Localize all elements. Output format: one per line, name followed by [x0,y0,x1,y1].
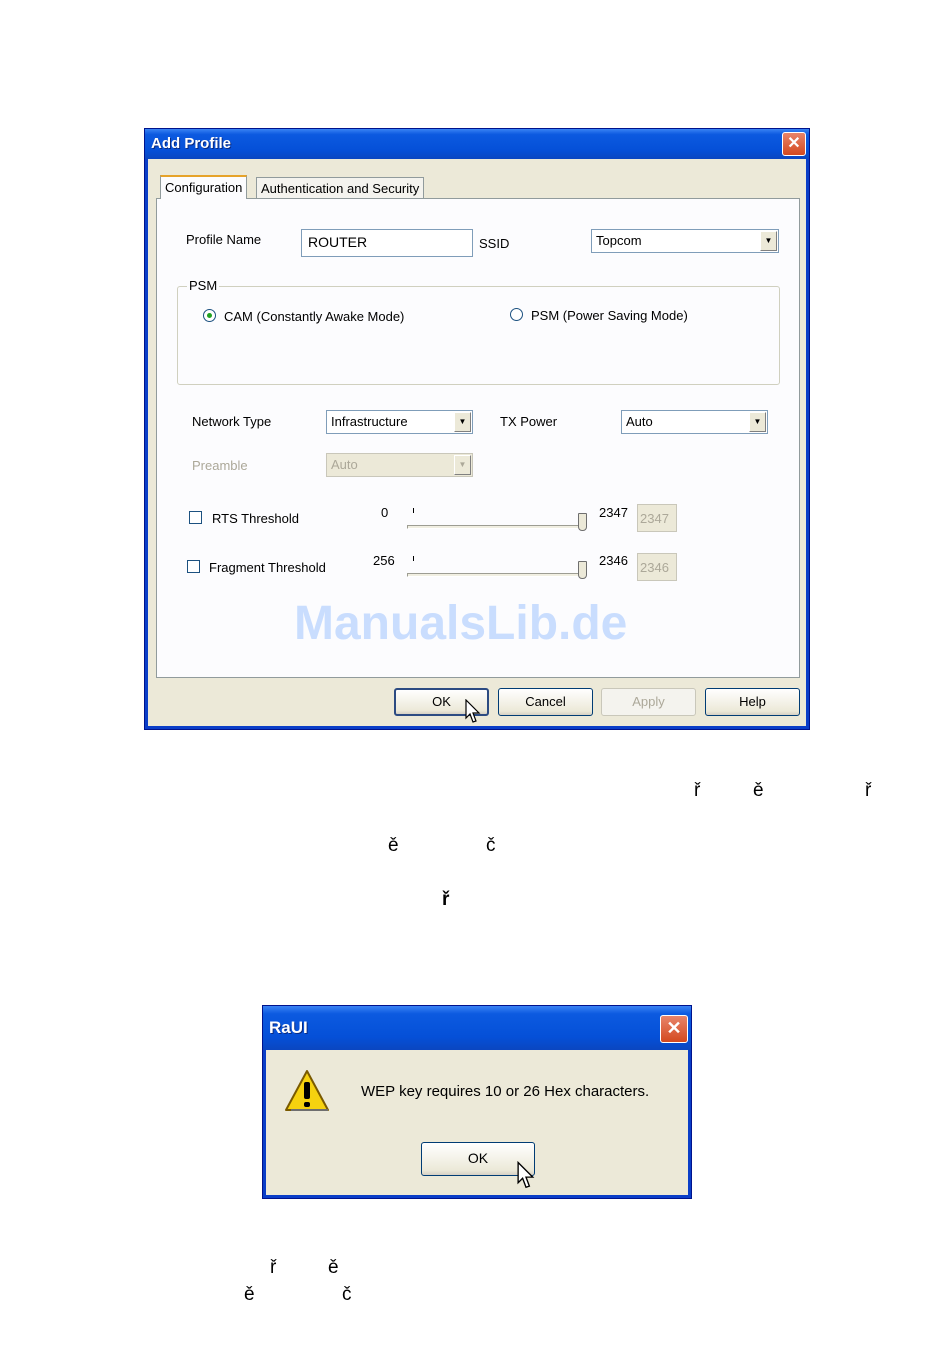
tab-authentication-label: Authentication and Security [261,181,420,196]
fragment-min-label: 256 [373,553,395,568]
raui-ok-button[interactable]: OK [421,1142,535,1176]
psm-radio[interactable] [510,308,523,321]
fragment-threshold-checkbox[interactable] [187,560,200,573]
rts-threshold-checkbox[interactable] [189,511,202,524]
tx-power-select[interactable] [621,410,768,434]
rts-threshold-label[interactable]: RTS Threshold [212,511,299,526]
network-type-select[interactable] [326,410,473,434]
body-text-char: ě [328,1257,339,1278]
body-text-char: č [342,1284,352,1305]
body-text-char: ř [694,780,701,801]
raui-title-bar[interactable] [263,1006,691,1050]
mouse-cursor-icon [517,1161,535,1191]
tab-configuration-label: Configuration [165,180,243,195]
body-text-char: ř [865,780,872,801]
body-text-char-bold: ř [442,889,450,910]
chevron-down-icon: ▼ [454,455,471,475]
close-button[interactable]: ✕ [782,132,806,156]
profile-name-label: Profile Name [186,232,262,247]
psm-groupbox [177,286,780,385]
rts-value-field: 2347 [637,504,677,532]
raui-messagebox [262,1005,692,1199]
window-title: Add Profile [151,135,232,152]
rts-max-label: 2347 [599,505,628,520]
profile-name-input[interactable]: ROUTER [301,229,473,257]
ssid-label: SSID [479,236,510,251]
mouse-cursor-icon [465,699,481,725]
ssid-value: Topcom [596,233,642,248]
ssid-select[interactable] [591,229,779,253]
preamble-label: Preamble [192,458,248,473]
fragment-threshold-label[interactable]: Fragment Threshold [209,560,326,575]
rts-slider-track[interactable] [407,525,583,529]
fragment-slider-track[interactable] [407,573,583,577]
dialog-client-area [148,159,806,726]
chevron-down-icon[interactable]: ▼ [749,412,766,432]
body-text-char: ě [244,1284,255,1305]
network-type-value: Infrastructure [331,414,408,429]
cancel-button[interactable]: Cancel [498,688,593,716]
tab-configuration[interactable] [160,175,247,199]
tx-power-value: Auto [626,414,653,429]
title-bar[interactable] [145,129,809,159]
cam-radio-label[interactable]: CAM (Constantly Awake Mode) [224,309,405,324]
fragment-slider-tick [413,556,414,561]
psm-radio-label[interactable]: PSM (Power Saving Mode) [531,308,688,323]
watermark-text: ManualsLib.de [294,597,628,650]
raui-client-area [266,1050,688,1195]
fragment-value-field: 2346 [637,553,677,581]
tx-power-label: TX Power [500,414,558,429]
ok-button[interactable]: OK [394,688,489,716]
rts-slider-thumb[interactable] [578,513,587,531]
psm-group-label: PSM [189,278,218,293]
tab-authentication-security[interactable] [256,177,424,199]
preamble-select [326,453,473,477]
help-button[interactable]: Help [705,688,800,716]
network-type-label: Network Type [192,414,272,429]
chevron-down-icon[interactable]: ▼ [760,231,777,251]
apply-button: Apply [601,688,696,716]
fragment-max-label: 2346 [599,553,628,568]
close-button[interactable]: ✕ [660,1015,688,1043]
raui-message: WEP key requires 10 or 26 Hex characters. [361,1083,650,1100]
warning-icon [283,1068,331,1114]
body-text-char: ě [753,780,764,801]
raui-title: RaUI [269,1018,308,1037]
fragment-slider-thumb[interactable] [578,561,587,579]
configuration-panel [156,198,800,678]
rts-slider-tick [413,508,414,513]
add-profile-window [144,128,810,730]
cam-radio[interactable] [203,309,216,322]
body-text-char: č [486,835,496,856]
body-text-char: ř [270,1257,277,1278]
chevron-down-icon[interactable]: ▼ [454,412,471,432]
rts-min-label: 0 [381,505,389,520]
preamble-value: Auto [331,457,358,472]
body-text-char: ě [388,835,399,856]
